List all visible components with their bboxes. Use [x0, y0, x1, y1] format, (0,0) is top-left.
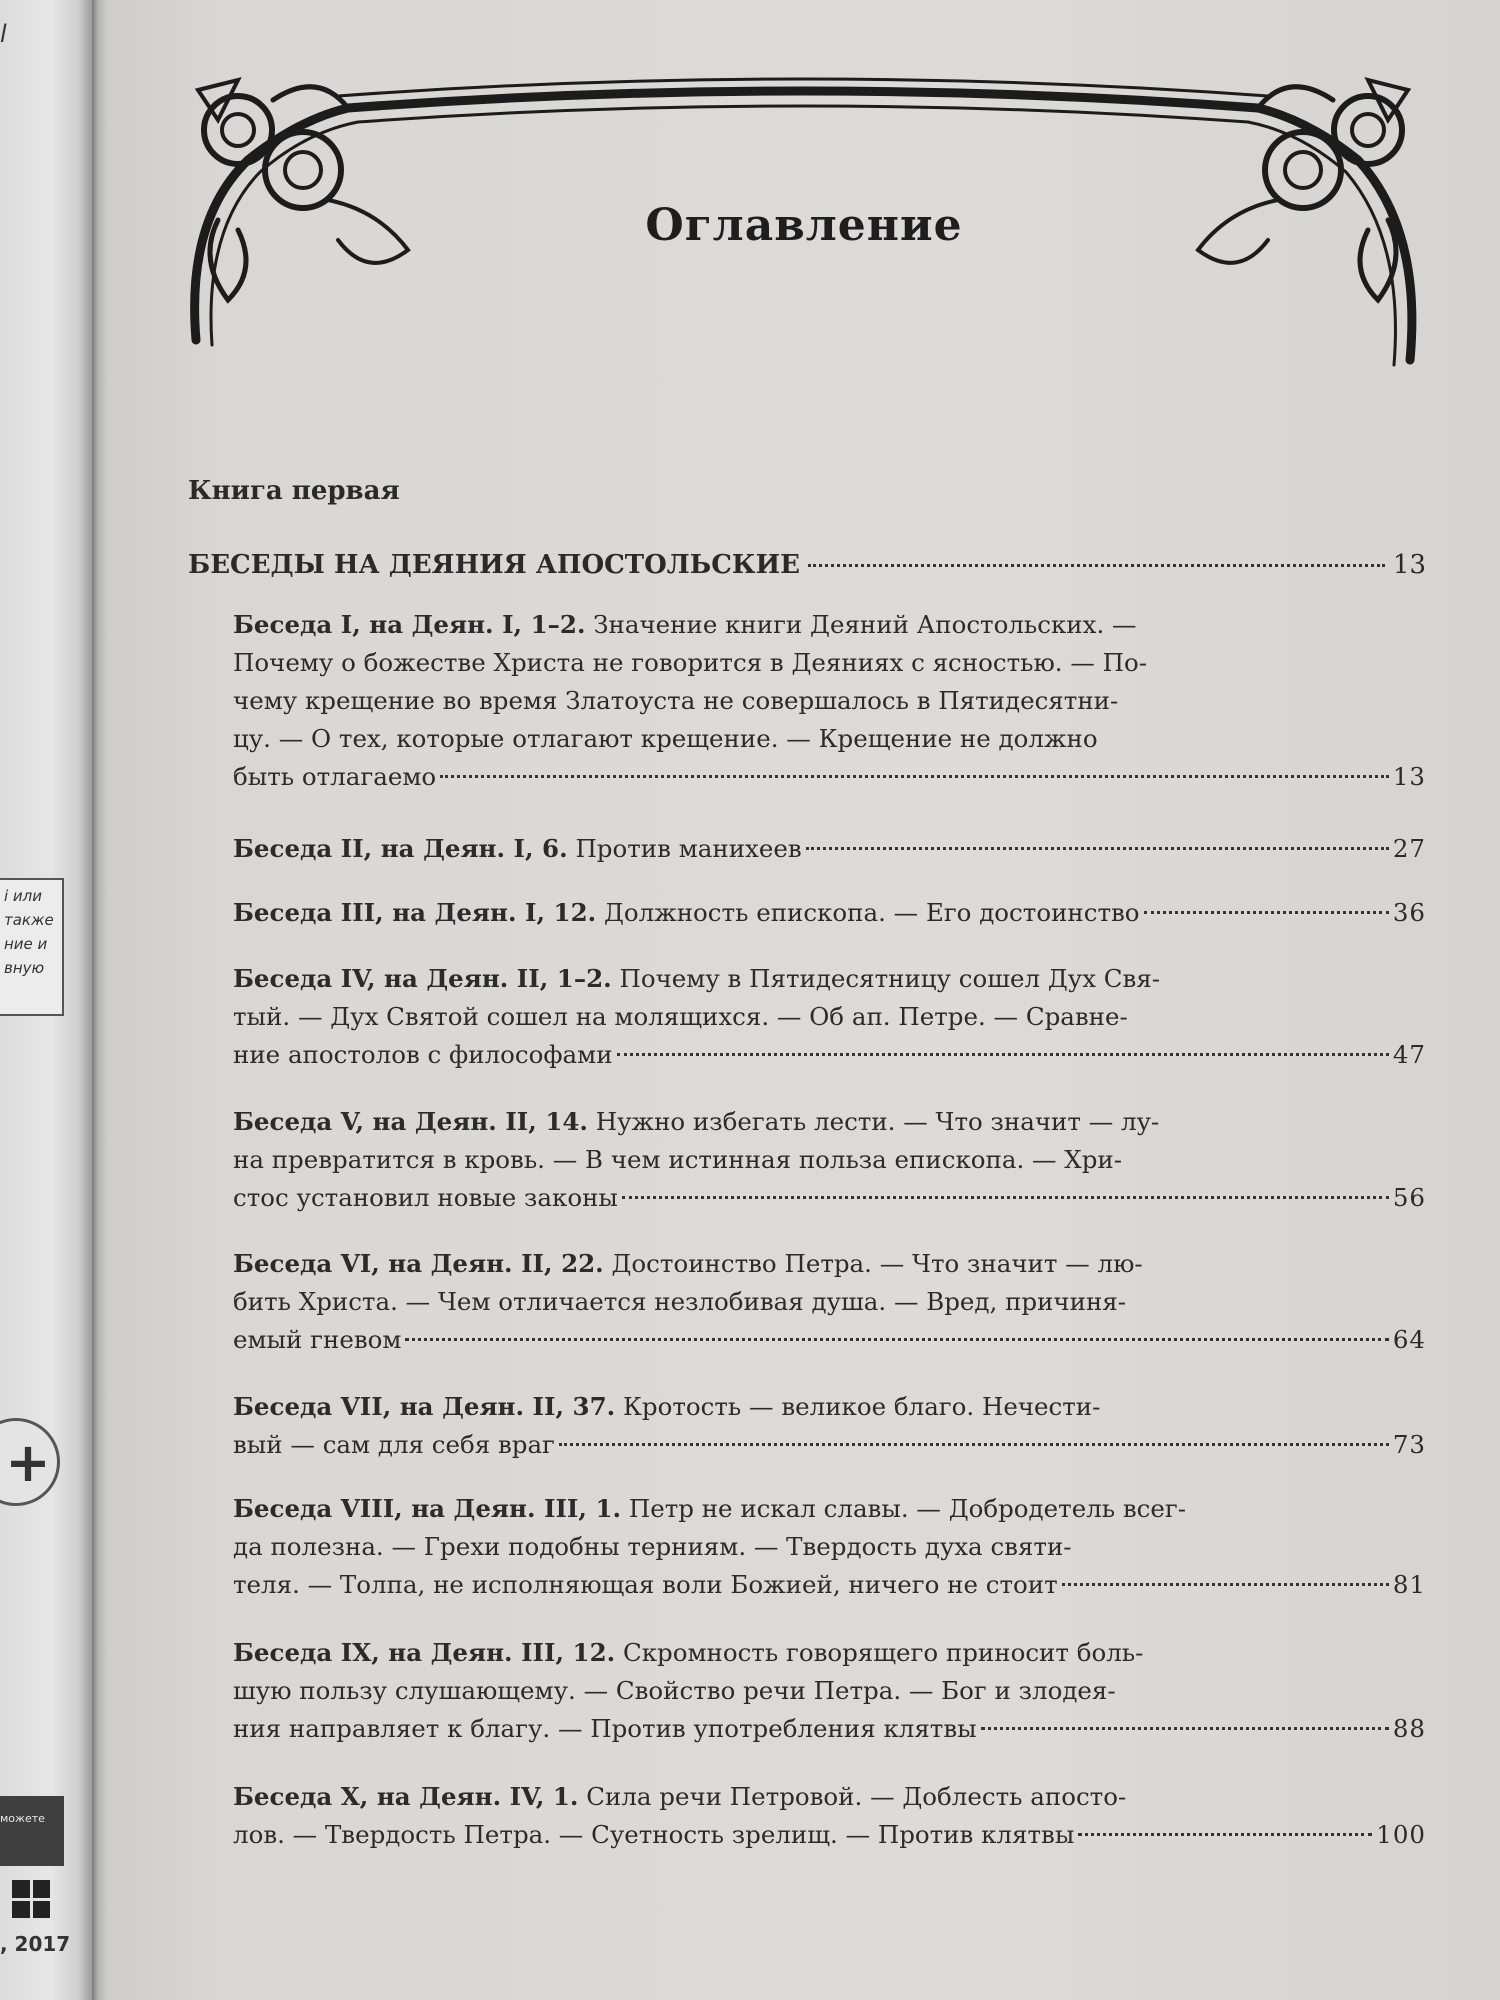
entry-heading: Беседа V, на Деян. II, 14.: [233, 1107, 588, 1136]
entry-heading: Беседа X, на Деян. IV, 1.: [233, 1782, 579, 1811]
toc-entry[interactable]: [233, 1490, 1426, 1604]
entry-heading: Беседа VII, на Деян. II, 37.: [233, 1392, 616, 1421]
adjacent-page-year: , 2017: [0, 1932, 71, 1956]
toc-entry[interactable]: [233, 606, 1426, 796]
entry-text-line: чему крещение во время Златоуста не совершалось в Пятидесятни-: [233, 686, 1119, 715]
entry-page-number: 73: [1392, 1430, 1426, 1459]
entry-heading: Беседа IX, на Деян. III, 12.: [233, 1638, 616, 1667]
entry-text-line: Должность епископа. — Его достоинство: [603, 898, 1140, 927]
entry-text-line: лов. — Твердость Петра. — Суетность зрелищ. — Против клятвы: [233, 1820, 1075, 1849]
section-heading: [188, 550, 1426, 580]
entry-text-line: Против манихеев: [575, 834, 802, 863]
book-spine-gutter: [92, 0, 108, 2000]
dot-leader: [808, 564, 1385, 567]
adjacent-page: [0, 0, 92, 2000]
note-line: также: [4, 911, 54, 929]
entry-text-line: Нужно избегать лести. — Что значит — лу-: [595, 1107, 1160, 1136]
dot-leader: [559, 1443, 1389, 1446]
entry-page-number: 88: [1392, 1714, 1426, 1743]
entry-text-line: теля. — Толпа, не исполняющая воли Божией, ничего не стоит: [233, 1570, 1058, 1599]
entry-text-line: Кротость — великое благо. Нечести-: [622, 1392, 1101, 1421]
section-title: БЕСЕДЫ НА ДЕЯНИЯ АПОСТОЛЬСКИЕ: [188, 550, 800, 580]
entry-text-line: Достоинство Петра. — Что значит — лю-: [611, 1249, 1143, 1278]
toc-entry[interactable]: [233, 894, 1426, 932]
entry-heading: Беседа I, на Деян. I, 1–2.: [233, 610, 586, 639]
toc-entry[interactable]: [233, 1103, 1426, 1217]
note-line: ние и: [4, 935, 48, 953]
page-title: Оглавление: [645, 200, 963, 251]
toc-entry[interactable]: [233, 1388, 1426, 1464]
entry-text-line: бить Христа. — Чем отличается незлобивая душа. — Вред, причиня-: [233, 1287, 1127, 1316]
entry-text-line: шую пользу слушающему. — Свойство речи Петра. — Бог и злодея-: [233, 1676, 1116, 1705]
entry-heading: Беседа II, на Деян. I, 6.: [233, 834, 568, 863]
entry-heading: Беседа VIII, на Деян. III, 1.: [233, 1494, 622, 1523]
entry-text-line: емый гневом: [233, 1325, 402, 1354]
toc-entry[interactable]: [233, 1778, 1426, 1854]
entry-text-line: Петр не искал славы. — Добродетель всег-: [628, 1494, 1187, 1523]
toc-entry[interactable]: [233, 960, 1426, 1074]
toc-page: [108, 0, 1500, 2000]
adjacent-page-note-box: [0, 878, 64, 1016]
entry-text-line: да полезна. — Грехи подобны терниям. — Твердость духа святи-: [233, 1532, 1072, 1561]
toc-entry[interactable]: [233, 1634, 1426, 1748]
entry-text-line: Скромность говорящего приносит боль-: [622, 1638, 1144, 1667]
entry-text-line: на превратится в кровь. — В чем истинная польза епископа. — Хри-: [233, 1145, 1123, 1174]
entry-text-line: Почему о божестве Христа не говорится в Деяниях с ясностью. — По-: [233, 648, 1148, 677]
entry-page-number: 13: [1392, 762, 1426, 791]
entry-page-number: 47: [1392, 1040, 1426, 1069]
windows-logo-icon: [12, 1880, 50, 1918]
dot-leader: [1144, 911, 1389, 914]
entry-page-number: 64: [1392, 1325, 1426, 1354]
entry-text-line: Сила речи Петровой. — Доблесть апосто-: [586, 1782, 1127, 1811]
dot-leader: [617, 1053, 1389, 1056]
note-line: і или: [4, 887, 43, 905]
adjacent-page-dark-label: можете: [0, 1796, 64, 1866]
entry-page-number: 81: [1392, 1570, 1426, 1599]
entry-page-number: 27: [1392, 834, 1426, 863]
entry-page-number: 100: [1376, 1820, 1426, 1849]
entry-text-line: ние апостолов с философами: [233, 1040, 613, 1069]
dot-leader: [440, 775, 1389, 778]
entry-text-line: быть отлагаемо: [233, 762, 437, 791]
dot-leader: [1062, 1583, 1389, 1586]
entry-text-line: ния направляет к благу. — Против употребления клятвы: [233, 1714, 977, 1743]
entry-heading: Беседа VI, на Деян. II, 22.: [233, 1249, 604, 1278]
book-label: Книга первая: [188, 476, 400, 506]
adjacent-page-corner-text: l: [0, 20, 7, 48]
entry-text-line: стос установил новые законы: [233, 1183, 618, 1212]
dot-leader: [806, 847, 1389, 850]
note-line: вную: [4, 959, 45, 977]
section-page-number: 13: [1392, 550, 1426, 580]
dot-leader: [1078, 1833, 1372, 1836]
certification-seal-icon: +: [0, 1418, 60, 1506]
dot-leader: [405, 1338, 1388, 1341]
entry-text-line: тый. — Дух Святой сошел на молящихся. — Об ап. Петре. — Сравне-: [233, 1002, 1128, 1031]
dot-leader: [622, 1196, 1389, 1199]
entry-text-line: цу. — О тех, которые отлагают крещение. — Крещение не должно: [233, 724, 1098, 753]
toc-entry[interactable]: [233, 1245, 1426, 1359]
entry-text-line: Значение книги Деяний Апостольских. —: [593, 610, 1137, 639]
entry-text-line: Почему в Пятидесятницу сошел Дух Свя-: [619, 964, 1161, 993]
entry-page-number: 56: [1392, 1183, 1426, 1212]
entry-page-number: 36: [1392, 898, 1426, 927]
entry-heading: Беседа III, на Деян. I, 12.: [233, 898, 597, 927]
toc-entry[interactable]: [233, 830, 1426, 868]
entry-text-line: вый — сам для себя враг: [233, 1430, 555, 1459]
dot-leader: [981, 1727, 1389, 1730]
entry-heading: Беседа IV, на Деян. II, 1–2.: [233, 964, 612, 993]
